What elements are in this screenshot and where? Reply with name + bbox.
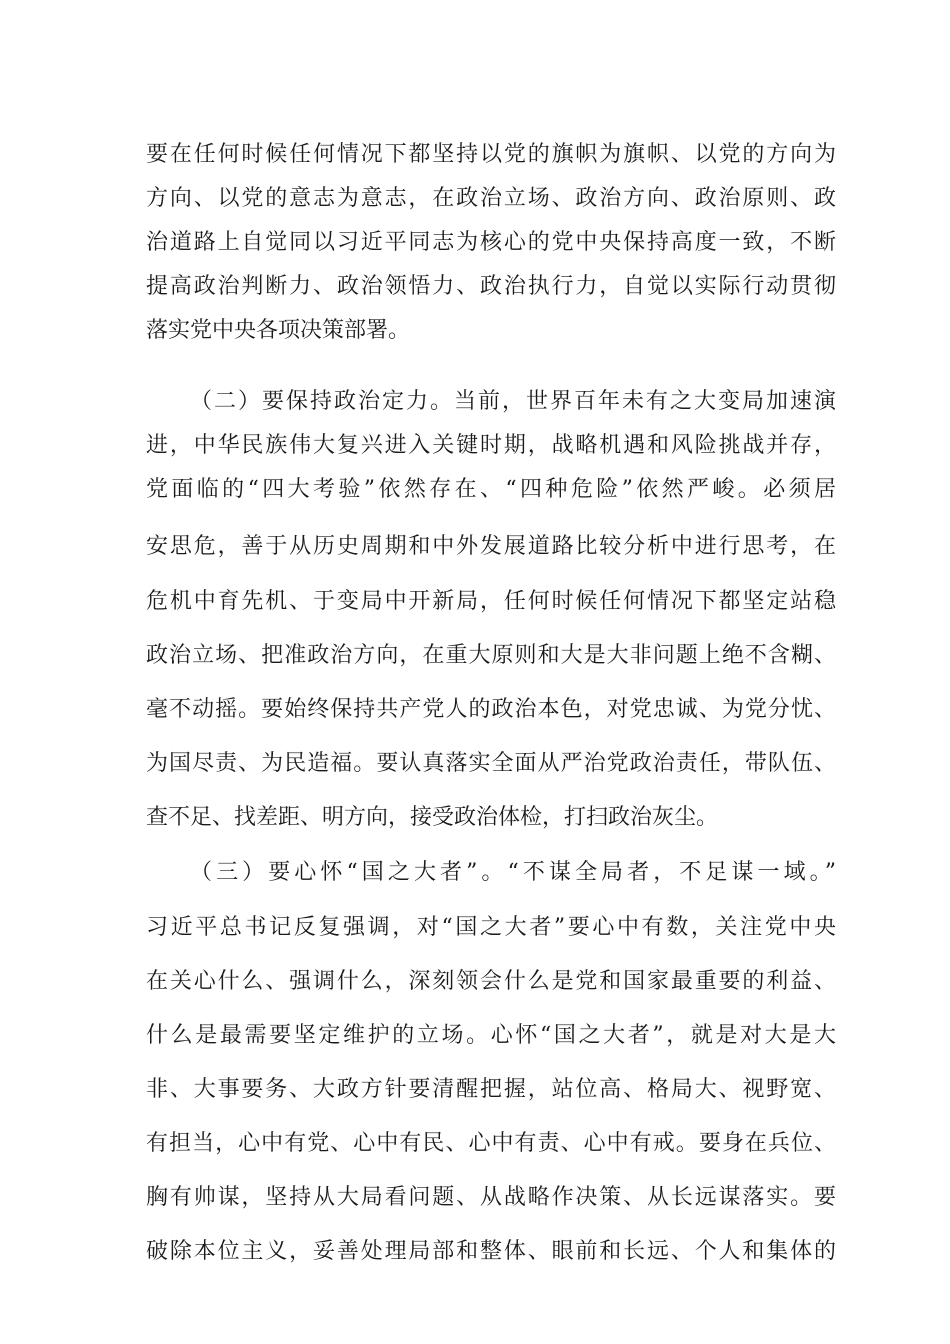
text-line: 提高政治判断力、政治领悟力、政治执行力，自觉以实际行动贯彻 [146, 274, 836, 299]
text-line: 政治立场、把准政治方向，在重大原则和大是大非问题上绝不含糊、 [146, 643, 836, 668]
section-heading-line: （二）要保持政治定力。当前，世界百年未有之大变局加速演 [190, 389, 836, 414]
text-line: 治道路上自觉同以习近平同志为核心的党中央保持高度一致，不断 [146, 230, 836, 255]
text-line: 方向、以党的意志为意志，在政治立场、政治方向、政治原则、政 [146, 186, 836, 211]
text-line: 为国尽责、为民造福。要认真落实全面从严治党政治责任，带队伍、 [146, 751, 836, 776]
text-line: 胸有帅谋，坚持从大局看问题、从战略作决策、从长远谋落实。要 [146, 1185, 836, 1210]
text-line: 破除本位主义，妥善处理局部和整体、眼前和长远、个人和集体的 [146, 1239, 836, 1264]
text-line: 什么是最需要坚定维护的立场。心怀“国之大者”，就是对大是大 [146, 1023, 836, 1048]
text-line: 在关心什么、强调什么，深刻领会什么是党和国家最重要的利益、 [146, 969, 836, 994]
text-line: 安思危，善于从历史周期和中外发展道路比较分析中进行思考，在 [146, 534, 836, 559]
text-line: 要在任何时候任何情况下都坚持以党的旗帜为旗帜、以党的方向为 [146, 142, 836, 167]
text-line: 有担当，心中有党、心中有民、心中有责、心中有戒。要身在兵位、 [146, 1131, 836, 1156]
text-line: 毫不动摇。要始终保持共产党人的政治本色，对党忠诚、为党分忧、 [146, 697, 836, 722]
text-line: 习近平总书记反复强调，对“国之大者”要心中有数，关注党中央 [146, 915, 836, 940]
text-line: 非、大事要务、大政方针要清醒把握，站位高、格局大、视野宽、 [146, 1077, 836, 1102]
text-line: 查不足、找差距、明方向，接受政治体检，打扫政治灰尘。 [146, 805, 719, 830]
section-heading-line: （三）要心怀“国之大者”。“不谋全局者，不足谋一域。” [190, 860, 836, 885]
text-line: 落实党中央各项决策部署。 [146, 318, 411, 343]
text-line: 进，中华民族伟大复兴进入关键时期，战略机遇和风险挑战并存， [146, 433, 836, 458]
text-line: 党面临的“四大考验”依然存在、“四种危险”依然严峻。必须居 [146, 477, 836, 502]
text-line: 危机中育先机、于变局中开新局，任何时候任何情况下都坚定站稳 [146, 589, 836, 614]
